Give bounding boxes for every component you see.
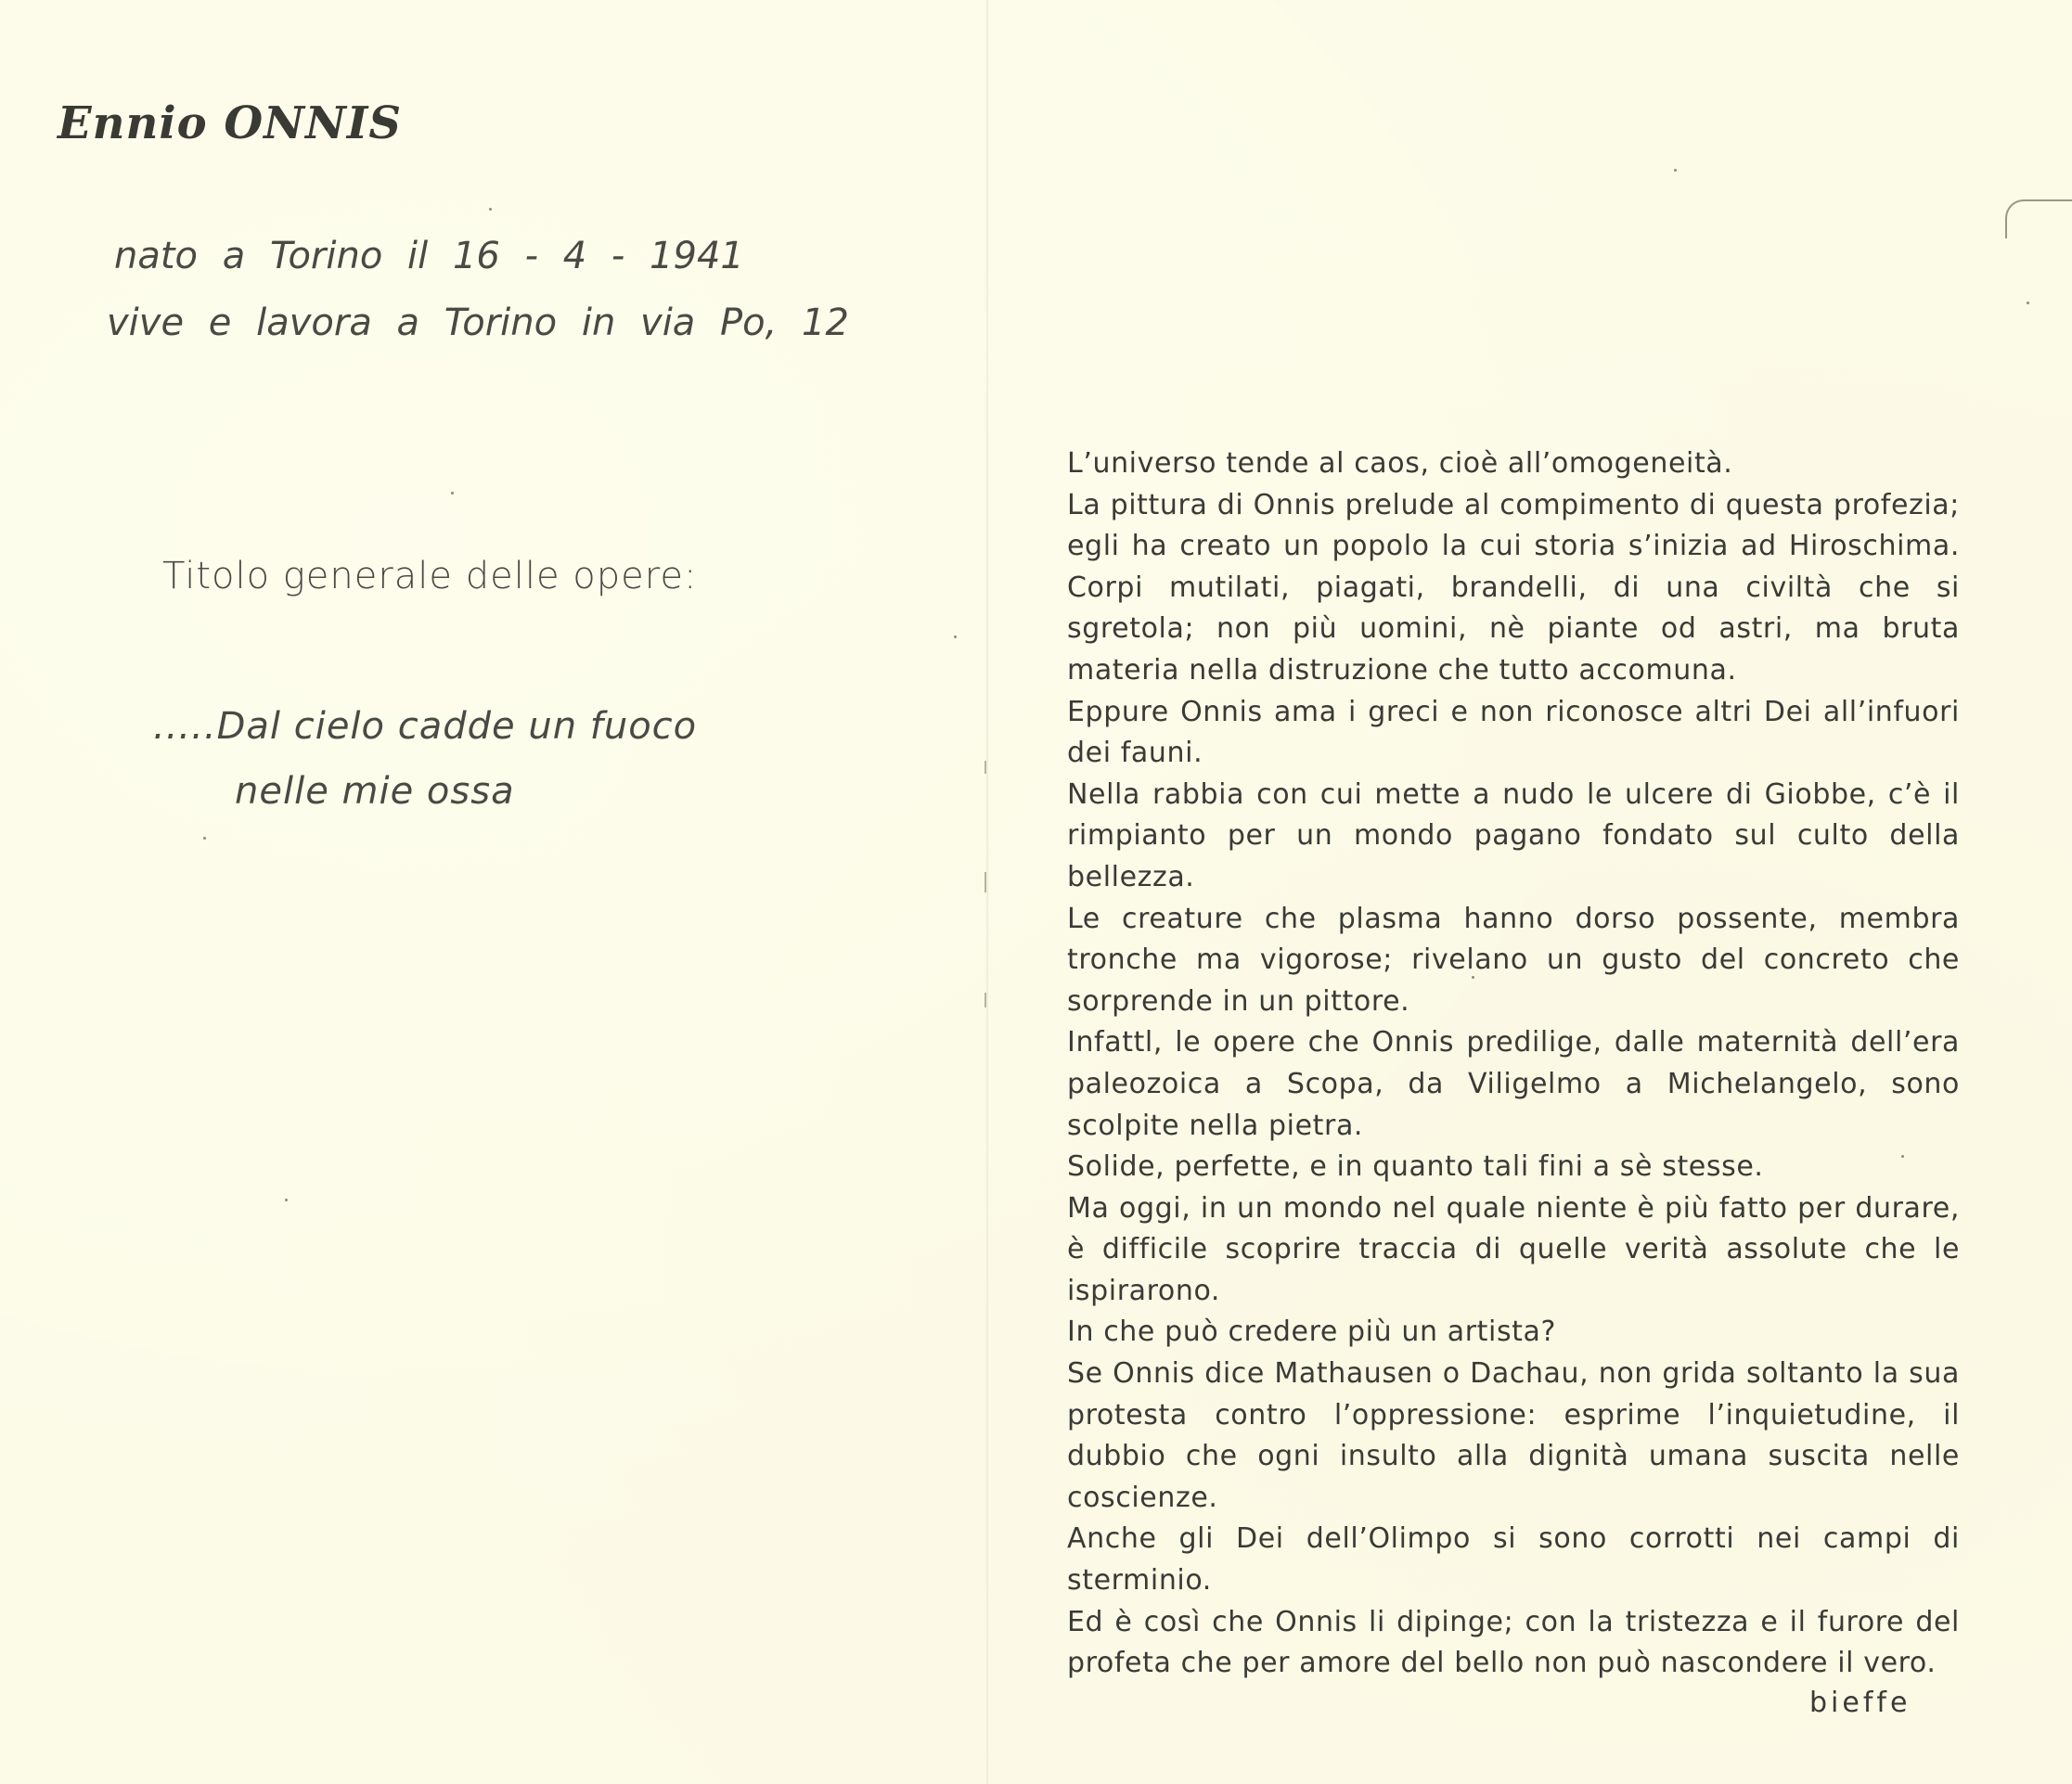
author-name: Ennio ONNIS bbox=[58, 97, 403, 149]
fold-marks bbox=[979, 761, 996, 1011]
essay-paragraph: Se Onnis dice Mathausen o Dachau, non grida soltanto la sua protesta contro l’oppressione: esprime l’inquietudine, il dubbio che ogni insulto alla dignità umana suscita nelle coscienze. bbox=[1067, 1357, 1960, 1514]
works-title bbox=[153, 694, 697, 824]
residence-line: vive e lavora a Torino in via Po, 12 bbox=[107, 302, 849, 344]
essay-paragraph: La pittura di Onnis prelude al compimento di questa profezia; egli ha creato un popolo la cui storia s’inizia ad Hiroschima. Corpi mutilati, piagati, brandelli, di una civiltà che si sgretola; non più uomini, nè piante od astri, ma bruta materia nella distruzione che tutto accomuna. bbox=[1067, 488, 1960, 687]
essay-paragraph: Infattl, le opere che Onnis predilige, dalle maternità dell’era paleozoica a Scopa, da Viligelmo a Michelangelo, sono scolpite nella pietra. bbox=[1067, 1026, 1960, 1142]
birth-line: nato a Torino il 16 - 4 - 1941 bbox=[114, 235, 744, 277]
works-title-line-1: .....Dal cielo cadde un fuoco bbox=[153, 705, 698, 748]
torn-edge bbox=[2005, 199, 2072, 238]
works-title-line-2: nelle mie ossa bbox=[235, 770, 515, 813]
essay-text bbox=[1067, 443, 1960, 1685]
essay-paragraph: Anche gli Dei dell’Olimpo si sono corrotti nei campi di sterminio. bbox=[1067, 1522, 1960, 1598]
essay-paragraph: Solide, perfette, e in quanto tali fini a sè stesse. bbox=[1067, 1150, 1764, 1184]
essay-paragraph: Ed è così che Onnis li dipinge; con la tristezza e il furore del profeta che per amore del bello non può nascondere il vero. bbox=[1067, 1605, 1960, 1680]
works-label: Titolo generale delle opere: bbox=[162, 555, 698, 597]
author-bio bbox=[107, 223, 849, 356]
signature: bieffe bbox=[1809, 1687, 1911, 1719]
essay-paragraph: L’universo tende al caos, cioè all’omogeneità. bbox=[1067, 447, 1733, 480]
essay-paragraph: Le creature che plasma hanno dorso possente, membra tronche ma vigorose; rivelano un gusto del concreto che sorprende in un pittore. bbox=[1067, 902, 1960, 1018]
essay-paragraph: In che può credere più un artista? bbox=[1067, 1316, 1557, 1349]
essay-paragraph: Ma oggi, in un mondo nel quale niente è più fatto per durare, è difficile scoprire traccia di quelle verità assolute che le ispirarono. bbox=[1067, 1191, 1960, 1307]
essay-paragraph: Nella rabbia con cui mette a nudo le ulcere di Giobbe, c’è il rimpianto per un mondo pagano fondato sul culto della bellezza. bbox=[1067, 777, 1960, 893]
essay-paragraph: Eppure Onnis ama i greci e non riconosce altri Dei all’infuori dei fauni. bbox=[1067, 695, 1960, 770]
